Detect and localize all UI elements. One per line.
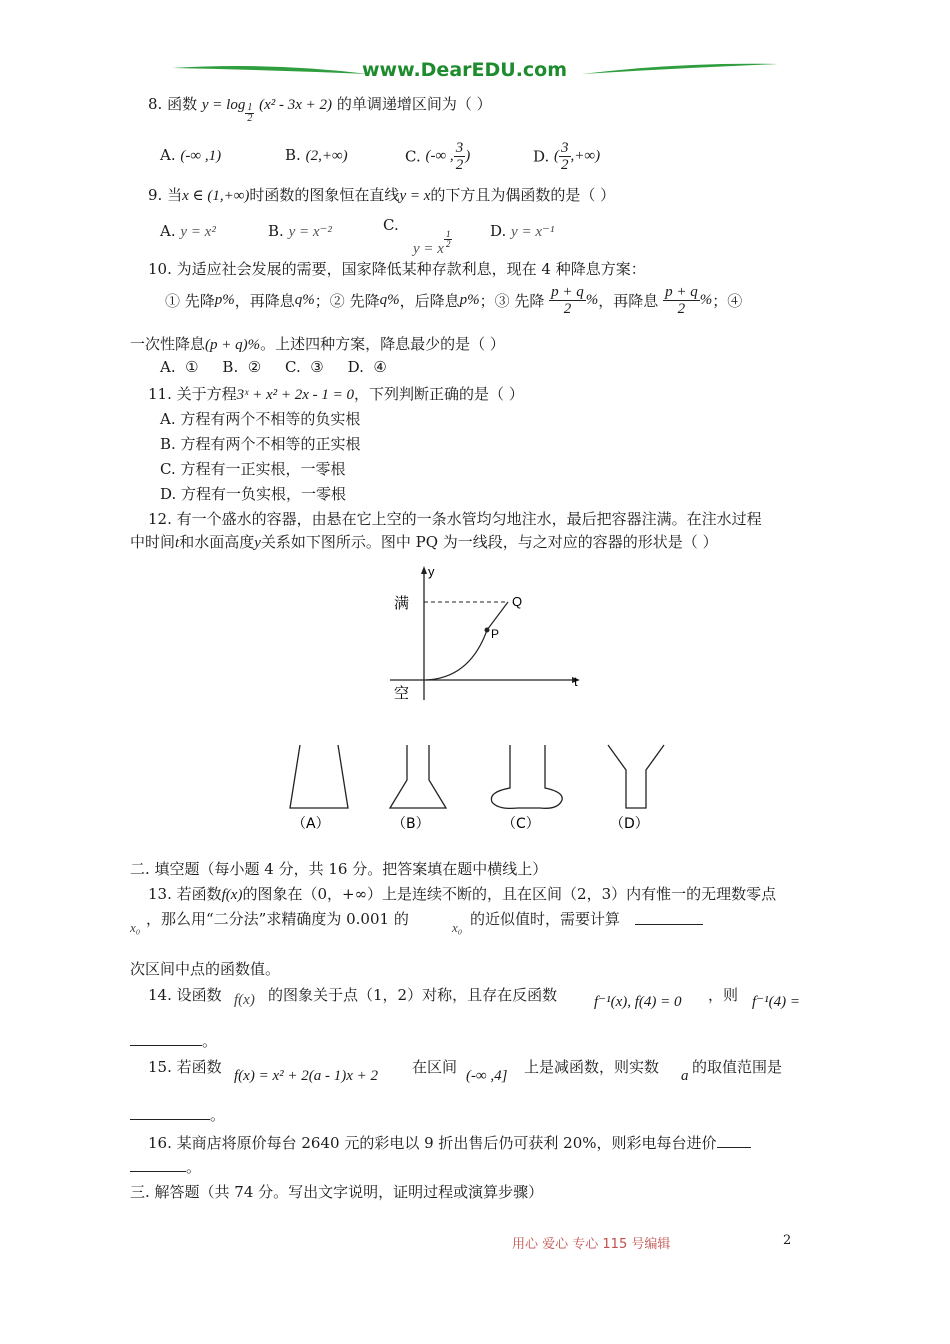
- container-d-label: （D）: [610, 816, 649, 832]
- header-swoosh-left: [170, 56, 370, 86]
- q16-blank-2[interactable]: [130, 1157, 186, 1172]
- q14-blank[interactable]: [130, 1031, 202, 1046]
- q8-log-base: $\frac{1}{2}$: [247, 102, 253, 124]
- header-banner: [170, 56, 780, 86]
- page-number: 2: [783, 1233, 792, 1248]
- q10-plans: ① 先降p%，再降息q%；② 先降q%，后降息p%；③ 先降 $\frac{p + q}{2}$ %，再降息 $\frac{p + q}{2}$ %；④: [165, 284, 743, 317]
- header-brand[interactable]: www.DearEDU.com: [362, 59, 568, 81]
- graph-y-arrow: [421, 566, 427, 574]
- q13-blank[interactable]: [635, 910, 703, 925]
- q9-option-c[interactable]: C. y = x $\frac{1}{2}$: [383, 216, 451, 257]
- q11-option-c[interactable]: C. 方程有一正实根，一零根: [160, 460, 346, 478]
- section3-heading: 三. 解答题（共 74 分。写出文字说明，证明过程或演算步骤）: [130, 1183, 544, 1201]
- q14-line1: 14. 设函数 f(x) 的图象关于点（1，2）对称，且存在反函数 f⁻¹(x), f(4) = 0 ，则 f⁻¹(4) =: [148, 986, 800, 1010]
- q8-option-a[interactable]: A. (-∞ ,1): [160, 146, 222, 164]
- q13-line3: 次区间中点的函数值。: [130, 960, 281, 978]
- q10-stem: 10. 为适应社会发展的需要，国家降低某种存款利息，现在 4 种降息方案：: [148, 260, 646, 278]
- graph-x-label: t: [574, 674, 578, 689]
- q15-line2: 。: [130, 1104, 225, 1125]
- q16-line2: 。: [130, 1156, 201, 1177]
- q16-line1: 16. 某商店将原价每台 2640 元的彩电以 9 折出售后仍可获利 20%，则彩电每台进价: [148, 1132, 751, 1153]
- graph-empty-label: 空: [394, 684, 410, 702]
- q9-stem: 9. 当x ∈ (1,+∞)时函数的图象恒在直线y = x的下方且为偶函数的是（ ）: [148, 186, 616, 204]
- graph-q-label: Q: [512, 594, 523, 609]
- q9-option-b[interactable]: B. y = x⁻²: [268, 222, 332, 240]
- q9-option-a[interactable]: A. y = x²: [160, 222, 216, 240]
- graph-p-label: P: [491, 627, 500, 641]
- graph-pq-segment: [487, 602, 508, 630]
- container-a: [290, 745, 348, 808]
- q8-option-b[interactable]: B. (2,+∞): [285, 146, 348, 164]
- q16-blank-1[interactable]: [717, 1133, 751, 1148]
- q11-option-d[interactable]: D. 方程有一负实根，一零根: [160, 485, 347, 503]
- q10-frac-2: $\frac{p + q}{2}$: [665, 284, 698, 317]
- q8-formula: y = log: [201, 97, 246, 113]
- q11-stem: 11. 关于方程3ˣ + x² + 2x - 1 = 0，下列判断正确的是（ ）: [148, 385, 524, 403]
- q15-blank[interactable]: [130, 1105, 210, 1120]
- q9-options: [160, 214, 600, 257]
- q14-line2: 。: [130, 1030, 217, 1051]
- q12-graph: [380, 560, 600, 710]
- graph-full-label: 满: [394, 594, 410, 612]
- q9-option-d[interactable]: D. y = x⁻¹: [490, 222, 555, 240]
- q10-options[interactable]: A. ① B. ② C. ③ D. ④: [160, 358, 387, 376]
- container-b-label: （B）: [392, 816, 430, 832]
- q8-option-c[interactable]: C. (-∞ , $\frac{3}{2}$ ): [405, 140, 471, 173]
- container-d: [608, 745, 664, 808]
- graph-curve: [426, 630, 487, 680]
- q10-frac-1: $\frac{p + q}{2}$: [551, 284, 584, 317]
- container-c: [491, 745, 562, 808]
- header-swoosh-right: [580, 56, 780, 86]
- q10-line3: 一次性降息(p + q)%。上述四种方案，降息最少的是（ ）: [130, 335, 505, 353]
- q12-containers: [270, 740, 690, 840]
- container-c-label: （C）: [502, 816, 540, 832]
- q11-option-b[interactable]: B. 方程有两个不相等的正实根: [160, 435, 361, 453]
- q12-line2: 中时间t和水面高度y关系如下图所示。图中 PQ 为一线段，与之对应的容器的形状是（ ）: [130, 533, 718, 551]
- q8-arg: (x² - 3x + 2): [259, 97, 333, 113]
- q12-line1: 12. 有一个盛水的容器，由悬在它上空的一条水管均匀地注水，最后把容器注满。在注水过程: [148, 510, 762, 528]
- q11-option-a[interactable]: A. 方程有两个不相等的负实根: [160, 410, 361, 428]
- footer-note: 用心 爱心 专心 115 号编辑: [512, 1237, 671, 1252]
- q13-line1: 13. 若函数f(x)的图象在（0，+∞）上是连续不断的，且在区间（2，3）内有惟一的无理数零点: [148, 885, 777, 903]
- section2-heading: 二. 填空题（每小题 4 分，共 16 分。把答案填在题中横线上）: [130, 860, 548, 878]
- container-a-label: （A）: [292, 816, 330, 832]
- graph-y-label: y: [428, 564, 435, 579]
- graph-point-p: [485, 628, 490, 633]
- q8-stem: 8. 函数 y = log $\frac{1}{2}$ (x² - 3x + 2) 的单调递增区间为（ ）: [148, 95, 492, 124]
- container-b: [390, 745, 446, 808]
- q15-line1: 15. 若函数 f(x) = x² + 2(a - 1)x + 2 在区间 (-∞ ,4] 上是减函数，则实数 a 的取值范围是: [148, 1058, 783, 1084]
- q8-option-d[interactable]: D. ( $\frac{3}{2}$ ,+∞): [533, 140, 601, 173]
